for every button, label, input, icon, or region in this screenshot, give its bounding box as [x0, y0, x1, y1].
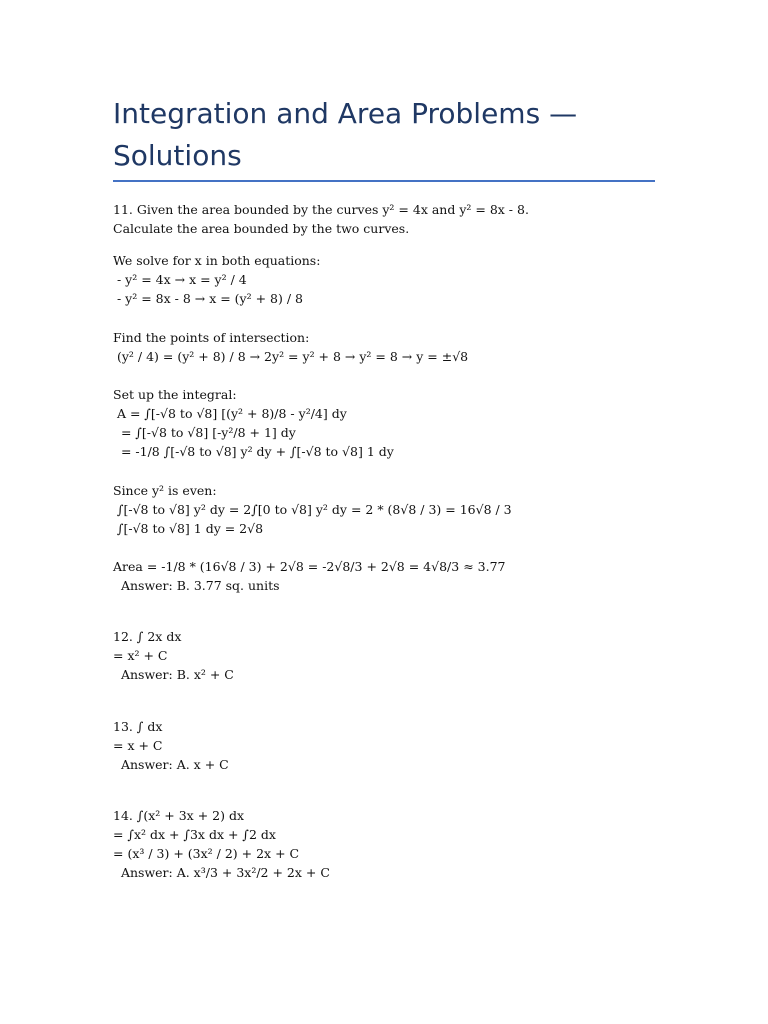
problem-14-step-1: = ∫x² dx + ∫3x dx + ∫2 dx [113, 827, 276, 842]
problem-11-even-step-1: ∫[-√8 to √8] y² dy = 2∫[0 to √8] y² dy = 2 * (8√8 / 3) = 16√8 / 3 [113, 502, 512, 517]
title-underline [113, 180, 655, 182]
problem-11-solve-step-2: - y² = 8x - 8 → x = (y² + 8) / 8 [113, 291, 303, 306]
problem-11-task: Calculate the area bounded by the two curves. [113, 221, 410, 236]
problem-11-integral-step-1: A = ∫[-√8 to √8] [(y² + 8)/8 - y²/4] dy [113, 406, 347, 421]
problem-12-statement: 12. ∫ 2x dx [113, 629, 182, 644]
problem-12-answer: Answer: B. x² + C [113, 667, 234, 682]
problem-14-answer: Answer: A. x³/3 + 3x²/2 + 2x + C [113, 865, 330, 880]
problem-13-step: = x + C [113, 738, 163, 753]
problem-12-step: = x² + C [113, 648, 168, 663]
problem-11-even-step-2: ∫[-√8 to √8] 1 dy = 2√8 [113, 521, 264, 536]
problem-13-statement: 13. ∫ dx [113, 719, 163, 734]
problem-11-area-result: Area = -1/8 * (16√8 / 3) + 2√8 = -2√8/3 + 2√8 = 4√8/3 ≈ 3.77 [113, 559, 506, 574]
problem-11-solve-step-1: - y² = 4x → x = y² / 4 [113, 272, 247, 287]
problem-11-integral-step-3: = -1/8 ∫[-√8 to √8] y² dy + ∫[-√8 to √8] 1 dy [113, 444, 394, 459]
problem-11-answer: Answer: B. 3.77 sq. units [113, 578, 280, 593]
problem-14-statement: 14. ∫(x² + 3x + 2) dx [113, 808, 244, 823]
problem-11-solve-heading: We solve for x in both equations: [113, 253, 321, 268]
problem-11-integral-step-2: = ∫[-√8 to √8] [-y²/8 + 1] dy [113, 425, 296, 440]
problem-11-statement: 11. Given the area bounded by the curves y² = 4x and y² = 8x - 8. [113, 202, 529, 217]
problem-11-intersection-heading: Find the points of intersection: [113, 330, 310, 345]
problem-14-step-2: = (x³ / 3) + (3x² / 2) + 2x + C [113, 846, 300, 861]
problem-11-integral-heading: Set up the integral: [113, 387, 237, 402]
problem-11-intersection-step: (y² / 4) = (y² + 8) / 8 → 2y² = y² + 8 → y² = 8 → y = ±√8 [113, 349, 469, 364]
page-title: Integration and Area Problems — Solutions [113, 97, 578, 172]
problem-13-answer: Answer: A. x + C [113, 757, 229, 772]
problem-11-even-heading: Since y² is even: [113, 483, 217, 498]
